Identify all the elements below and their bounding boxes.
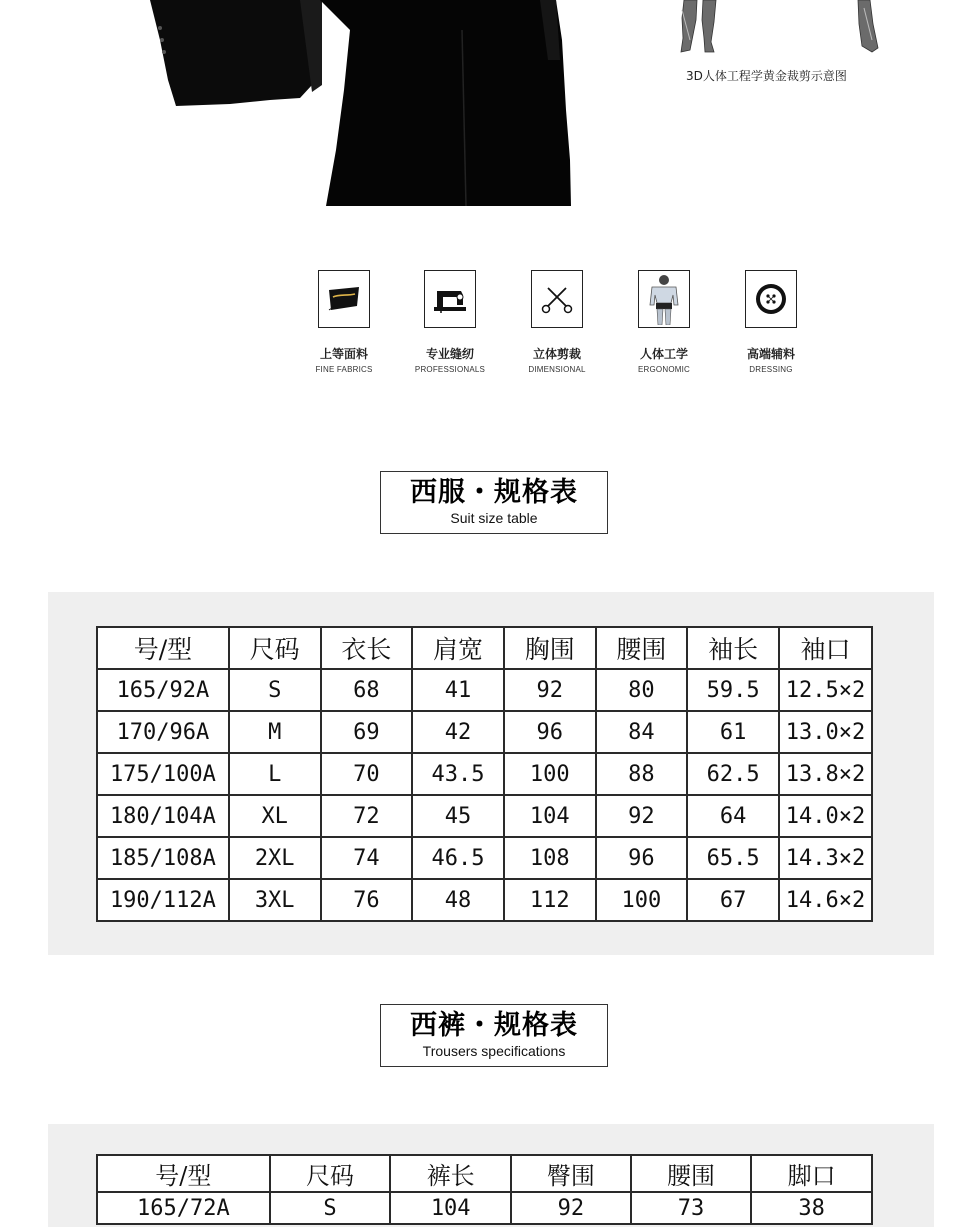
table-cell: 13.0×2 [779, 711, 872, 753]
feature-ergonomic [609, 270, 719, 374]
table-cell: 14.6×2 [779, 879, 872, 921]
table-cell: 112 [504, 879, 596, 921]
table-row [97, 753, 872, 795]
table-cell: 41 [412, 669, 504, 711]
column-header: 尺码 [270, 1155, 391, 1192]
table-cell: 46.5 [412, 837, 504, 879]
table-cell: 2XL [229, 837, 321, 879]
table-header-row [97, 627, 872, 669]
table-row [97, 795, 872, 837]
feature-professionals [395, 270, 505, 374]
table-cell: 96 [504, 711, 596, 753]
table-cell: 80 [596, 669, 688, 711]
column-header: 腰围 [596, 627, 688, 669]
table-cell: 62.5 [687, 753, 779, 795]
table-row [97, 837, 872, 879]
column-header: 尺码 [229, 627, 321, 669]
column-header: 臀围 [511, 1155, 631, 1192]
table-cell: 190/112A [97, 879, 229, 921]
product-hero [0, 0, 980, 215]
table-cell: 88 [596, 753, 688, 795]
table-cell: 67 [687, 879, 779, 921]
column-header: 袖长 [687, 627, 779, 669]
column-header: 号/型 [97, 1155, 270, 1192]
table-cell: 3XL [229, 879, 321, 921]
table-cell: 76 [321, 879, 413, 921]
table-cell: 43.5 [412, 753, 504, 795]
trousers-spec-table-heading [380, 1004, 608, 1067]
sewing-machine-icon [424, 270, 476, 328]
table-cell: 108 [504, 837, 596, 879]
feature-dimensional [502, 270, 612, 374]
feature-sublabel: DRESSING [749, 365, 793, 374]
section-title: 西裤・规格表 [410, 1010, 578, 1041]
scissors-icon [531, 270, 583, 328]
table-cell: 64 [687, 795, 779, 837]
table-cell: 68 [321, 669, 413, 711]
feature-label: 高端辅料 [746, 347, 795, 361]
table-cell: 59.5 [687, 669, 779, 711]
table-cell: 14.0×2 [779, 795, 872, 837]
table-cell: 42 [412, 711, 504, 753]
table-cell: 45 [412, 795, 504, 837]
table-cell: 84 [596, 711, 688, 753]
table-cell: XL [229, 795, 321, 837]
table-cell: 104 [390, 1192, 511, 1224]
table-cell: 72 [321, 795, 413, 837]
column-header: 衣长 [321, 627, 413, 669]
table-cell: L [229, 753, 321, 795]
table-cell: 61 [687, 711, 779, 753]
section-subtitle: Trousers specifications [422, 1043, 566, 1059]
table-cell: 170/96A [97, 711, 229, 753]
table-cell: 48 [412, 879, 504, 921]
table-cell: 180/104A [97, 795, 229, 837]
table-cell: 100 [504, 753, 596, 795]
suit-photo [0, 0, 980, 215]
feature-icons-row [0, 270, 980, 380]
table-cell: 70 [321, 753, 413, 795]
table-cell: 165/72A [97, 1192, 270, 1224]
table-header-row [97, 1155, 872, 1192]
feature-sublabel: FINE FABRICS [315, 365, 373, 374]
column-header: 肩宽 [412, 627, 504, 669]
table-cell: 12.5×2 [779, 669, 872, 711]
column-header: 胸围 [504, 627, 596, 669]
suit-size-table [96, 626, 873, 922]
feature-sublabel: DIMENSIONAL [528, 365, 586, 374]
feature-dressing [716, 270, 826, 374]
column-header: 腰围 [631, 1155, 752, 1192]
feature-label: 人体工学 [639, 347, 688, 361]
table-cell: S [229, 669, 321, 711]
table-cell: 73 [631, 1192, 752, 1224]
table-cell: 100 [596, 879, 688, 921]
table-cell: 185/108A [97, 837, 229, 879]
column-header: 脚口 [751, 1155, 872, 1192]
column-header: 号/型 [97, 627, 229, 669]
table-cell: 74 [321, 837, 413, 879]
table-cell: 96 [596, 837, 688, 879]
column-header: 袖口 [779, 627, 872, 669]
trousers-spec-table [96, 1154, 873, 1225]
table-cell: 13.8×2 [779, 753, 872, 795]
feature-sublabel: PROFESSIONALS [414, 365, 486, 374]
section-subtitle: Suit size table [450, 510, 538, 526]
table-cell: 38 [751, 1192, 872, 1224]
3d-figure-caption: 3D人体工程学黄金裁剪示意图 [686, 69, 847, 83]
table-row [97, 669, 872, 711]
table-cell: 65.5 [687, 837, 779, 879]
table-row [97, 1192, 872, 1224]
table-cell: 104 [504, 795, 596, 837]
feature-sublabel: ERGONOMIC [637, 365, 691, 374]
table-row [97, 879, 872, 921]
table-cell: 175/100A [97, 753, 229, 795]
body-figure-icon [638, 270, 690, 328]
table-cell: 69 [321, 711, 413, 753]
table-cell: M [229, 711, 321, 753]
feature-label: 上等面料 [319, 347, 368, 361]
feature-fine-fabrics [289, 270, 399, 374]
suit-size-table-heading [380, 471, 608, 534]
button-icon [745, 270, 797, 328]
feature-label: 立体剪裁 [532, 347, 581, 361]
table-cell: 165/92A [97, 669, 229, 711]
table-cell: 92 [511, 1192, 631, 1224]
table-cell: 92 [596, 795, 688, 837]
table-cell: 14.3×2 [779, 837, 872, 879]
section-title: 西服・规格表 [410, 477, 578, 508]
feature-label: 专业缝纫 [425, 347, 474, 361]
column-header: 裤长 [390, 1155, 511, 1192]
table-cell: S [270, 1192, 391, 1224]
fabric-label-icon [318, 270, 370, 328]
table-row [97, 711, 872, 753]
table-cell: 92 [504, 669, 596, 711]
